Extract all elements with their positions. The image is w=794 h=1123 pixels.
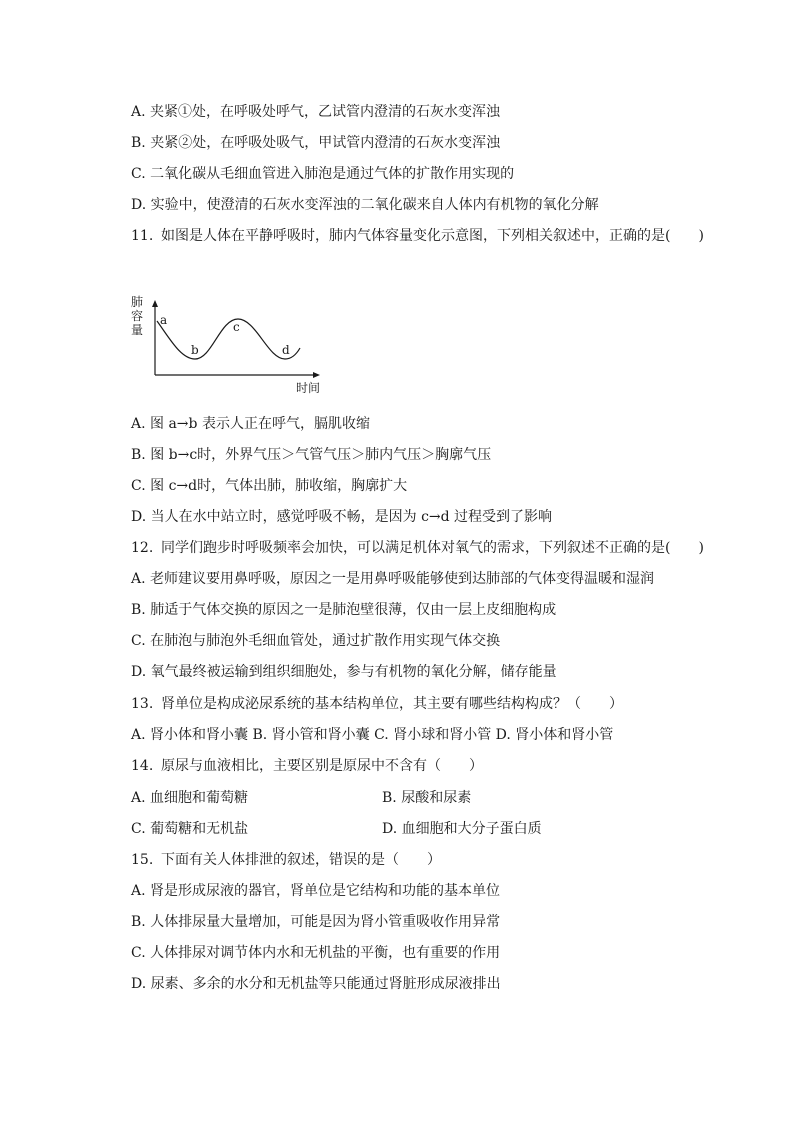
q12-option-d: D. 氧气最终被运输到组织细胞处，参与有机物的氧化分解，储存能量 xyxy=(131,664,557,680)
question-text: 同学们跑步时呼吸频率会加快，可以满足机体对氧气的需求，下列叙述不正确的是( ) xyxy=(161,540,704,556)
q10-option-d: D. 实验中，使澄清的石灰水变浑浊的二氧化碳来自人体内有机物的氧化分解 xyxy=(131,197,599,213)
q14-stem xyxy=(131,756,483,776)
q14-option-b: B. 尿酸和尿素 xyxy=(382,790,472,806)
lung-volume-figure xyxy=(128,293,338,403)
y-axis-arrow xyxy=(152,300,158,307)
point-label-a: a xyxy=(160,313,168,327)
q12-option-c: C. 在肺泡与肺泡外毛细血管处，通过扩散作用实现气体交换 xyxy=(131,633,501,649)
y-axis-label-char-1: 肺 xyxy=(131,295,144,309)
q11-option-d: D. 当人在水中站立时，感觉呼吸不畅，是因为 c→d 过程受到了影响 xyxy=(131,509,553,525)
point-label-c: c xyxy=(233,320,240,334)
q10-option-b: B. 夹紧②处，在呼吸处吸气，甲试管内澄清的石灰水变浑浊 xyxy=(131,135,501,151)
x-axis-label: 时间 xyxy=(296,381,321,395)
q12-stem xyxy=(131,538,704,558)
q10-option-a: A. 夹紧①处，在呼吸处呼气，乙试管内澄清的石灰水变浑浊 xyxy=(131,104,501,120)
question-number: 14. xyxy=(131,758,154,774)
y-axis-label-char-2: 容 xyxy=(131,309,144,323)
question-text: 下面有关人体排泄的叙述，错误的是（ ） xyxy=(161,852,441,868)
question-number: 15. xyxy=(131,852,154,868)
question-number: 11. xyxy=(131,228,154,244)
question-text: 原尿与血液相比，主要区别是原尿中不含有（ ） xyxy=(161,758,483,774)
q15-option-d: D. 尿素、多余的水分和无机盐等只能通过肾脏形成尿液排出 xyxy=(131,976,501,992)
point-label-b: b xyxy=(191,343,199,357)
q14-option-c: C. 葡萄糖和无机盐 xyxy=(131,821,249,837)
q12-option-a: A. 老师建议要用鼻呼吸，原因之一是用鼻呼吸能够使到达肺部的气体变得温暖和湿润 xyxy=(131,571,655,587)
q14-option-d: D. 血细胞和大分子蛋白质 xyxy=(382,821,542,837)
q11-option-c: C. 图 c→d时，气体出肺，肺收缩，胸廓扩大 xyxy=(131,478,408,494)
lung-volume-diagram xyxy=(128,293,338,403)
lung-volume-curve xyxy=(157,319,300,359)
q11-option-a: A. 图 a→b 表示人正在呼气，膈肌收缩 xyxy=(131,416,370,432)
q14-option-a: A. 血细胞和葡萄糖 xyxy=(131,790,249,806)
q10-option-c: C. 二氧化碳从毛细血管进入肺泡是通过气体的扩散作用实现的 xyxy=(131,166,515,182)
question-text: 肾单位是构成泌尿系统的基本结构单位，其主要有哪些结构构成？（ ） xyxy=(161,696,623,712)
q15-option-c: C. 人体排尿对调节体内水和无机盐的平衡，也有重要的作用 xyxy=(131,945,501,961)
x-axis-arrow xyxy=(313,372,320,378)
q13-options: A. 肾小体和肾小囊 B. 肾小管和肾小囊 C. 肾小球和肾小管 D. 肾小体和肾小管 xyxy=(131,727,614,743)
y-axis-label-char-3: 量 xyxy=(131,323,144,337)
q15-option-b: B. 人体排尿量大量增加，可能是因为肾小管重吸收作用异常 xyxy=(131,914,501,930)
question-number: 12. xyxy=(131,540,154,556)
q11-option-b: B. 图 b→c时，外界气压＞气管气压＞肺内气压＞胸廓气压 xyxy=(131,447,492,463)
question-number: 13. xyxy=(131,696,154,712)
q11-stem xyxy=(131,226,704,246)
point-label-d: d xyxy=(282,343,290,357)
question-text: 如图是人体在平静呼吸时，肺内气体容量变化示意图，下列相关叙述中，正确的是( ) xyxy=(161,228,704,244)
q15-option-a: A. 肾是形成尿液的器官，肾单位是它结构和功能的基本单位 xyxy=(131,883,501,899)
q15-stem xyxy=(131,850,441,870)
q13-stem xyxy=(131,694,623,714)
q12-option-b: B. 肺适于气体交换的原因之一是肺泡壁很薄，仅由一层上皮细胞构成 xyxy=(131,602,557,618)
